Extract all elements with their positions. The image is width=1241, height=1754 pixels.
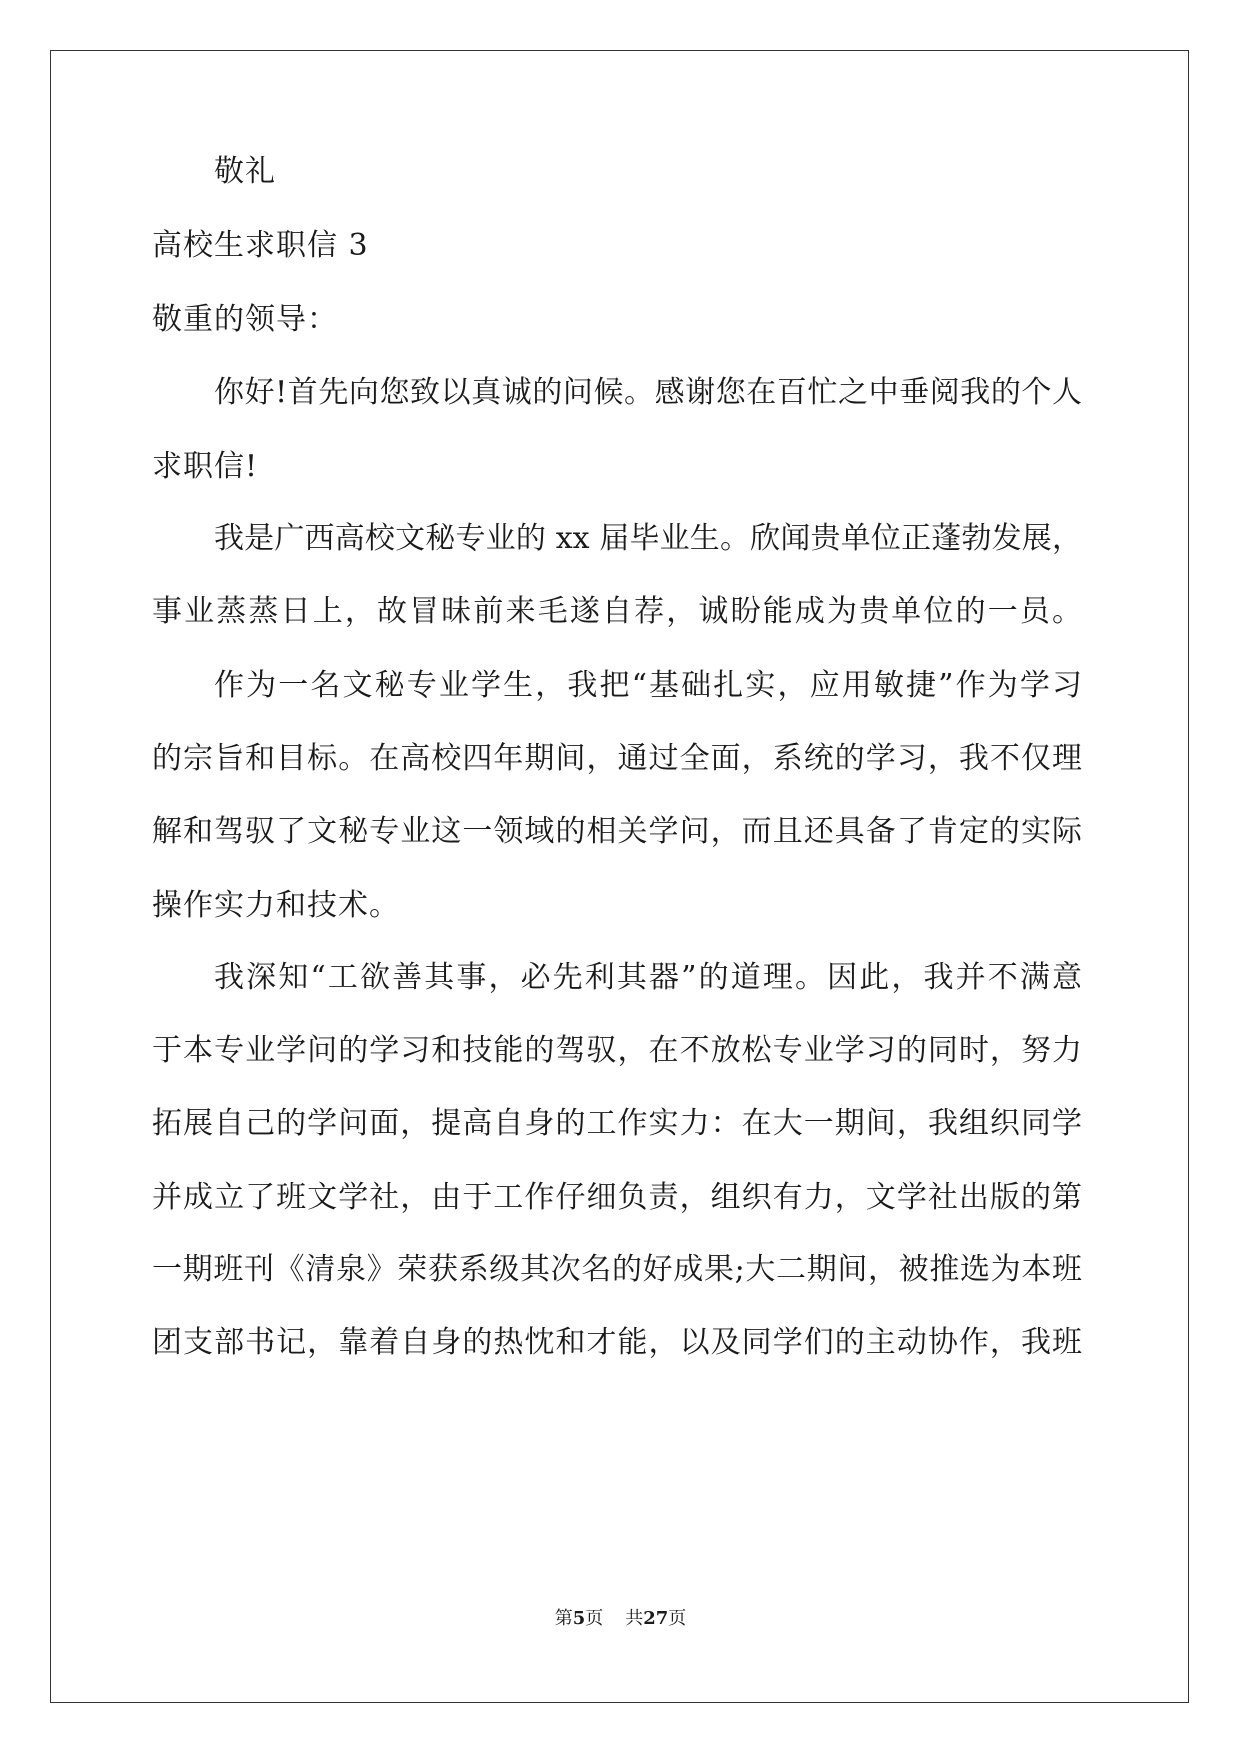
paragraph-line: 你好!首先向您致以真诚的问候。感谢您在百忙之中垂阅我的个人 [214,375,1082,410]
paragraph-line: 操作实力和技术。 [152,888,400,923]
paragraph-line: 我是广西高校文秘专业的 xx 届毕业生。欣闻贵单位正蓬勃发展， [214,521,1082,556]
paragraph-line: 拓展自己的学问面，提高自身的工作实力：在大一期间，我组织同学 [152,1106,1082,1141]
paragraph-line: 解和驾驭了文秘专业这一领域的相关学问，而且还具备了肯定的实际 [152,814,1082,849]
page-footer [0,1607,1241,1631]
paragraph-line: 的宗旨和目标。在高校四年期间，通过全面，系统的学习，我不仅理 [152,741,1082,776]
page-unit: 页 [585,1608,604,1629]
paragraph-line: 我深知“工欲善其事，必先利其器”的道理。因此，我并不满意 [214,960,1082,995]
letter-title: 高校生求职信 3 [152,228,369,263]
paragraph-line: 并成立了班文学社，由于工作仔细负责，组织有力，文学社出版的第 [152,1180,1082,1215]
total-prefix: 共 [625,1608,644,1629]
paragraph-line: 求职信! [152,449,259,484]
page-current: 5 [572,1608,586,1629]
paragraph-line: 一期班刊《清泉》荣获系级其次名的好成果;大二期间，被推选为本班 [152,1252,1082,1287]
page-border [50,50,1189,1703]
page-prefix: 第 [554,1608,573,1629]
closing-text: 敬礼 [214,154,276,189]
total-unit: 页 [668,1608,687,1629]
salutation: 敬重的领导： [152,302,338,337]
paragraph-line: 团支部书记，靠着自身的热忱和才能，以及同学们的主动协作，我班 [152,1325,1082,1360]
paragraph-line: 作为一名文秘专业学生，我把“基础扎实，应用敏捷”作为学习 [214,668,1082,703]
page-total: 27 [643,1608,669,1629]
paragraph-line: 于本专业学问的学习和技能的驾驭，在不放松专业学习的同时，努力 [152,1033,1082,1068]
paragraph-line: 事业蒸蒸日上，故冒昧前来毛遂自荐，诚盼能成为贵单位的一员。 [152,594,1082,629]
